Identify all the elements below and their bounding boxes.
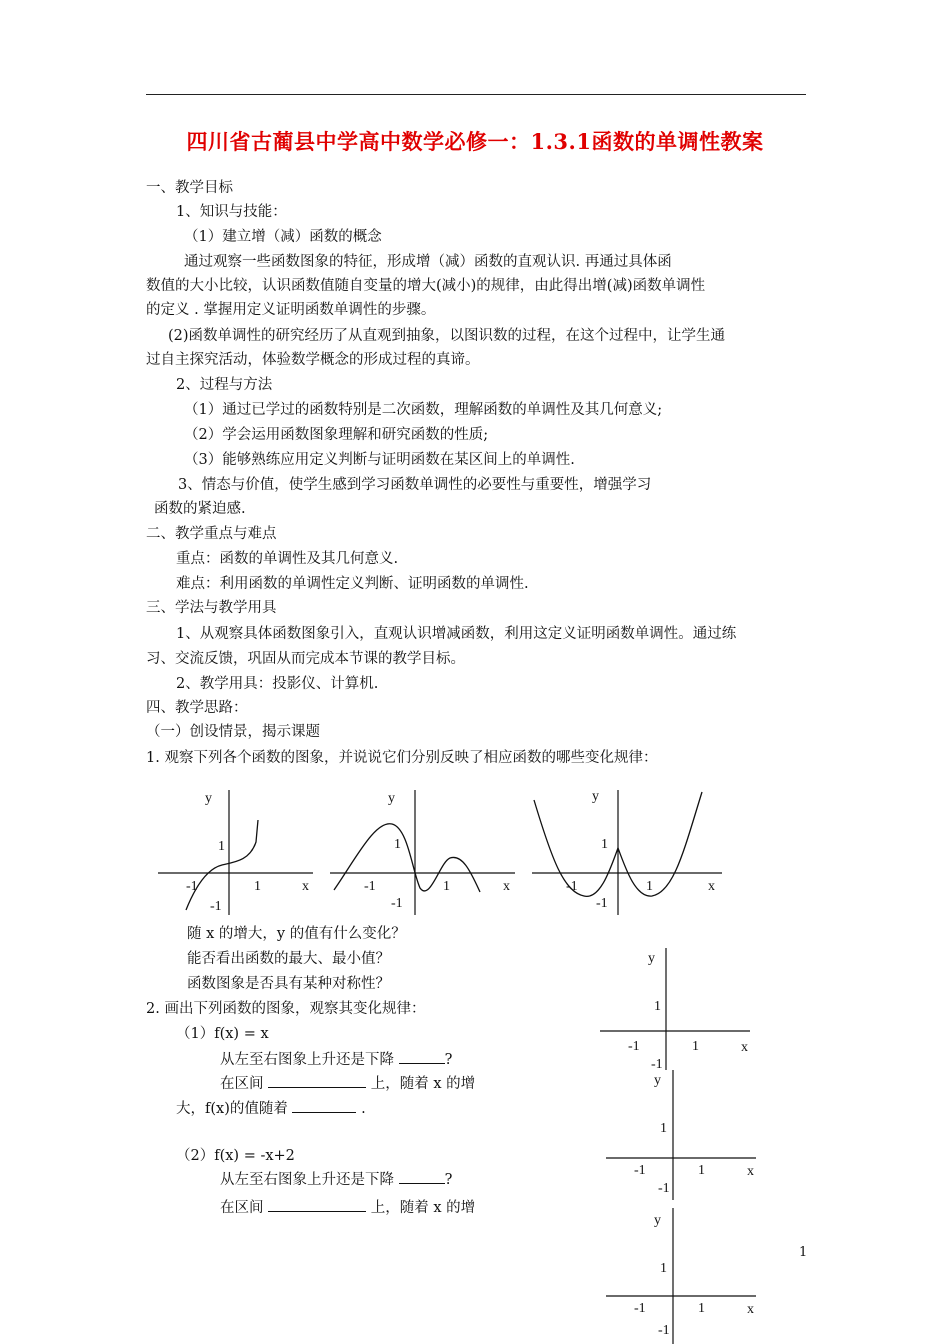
tick-neg-one: -1 [391,896,403,911]
paragraph-line: 3、情态与价值，使学生感到学习函数单调性的必要性与重要性，增强学习 [178,477,652,493]
paragraph-line: 难点：利用函数的单调性定义判断、证明函数的单调性. [176,576,529,592]
graph-wave [330,780,520,915]
tick-neg-one: -1 [658,1323,670,1338]
x-axis-label: x [503,879,510,894]
answer-blank[interactable] [268,1073,366,1088]
x-axis-label: x [741,1040,748,1055]
question-mark: ? [444,1052,453,1068]
tick-neg-one: -1 [634,1301,646,1316]
subsection-heading: 2、过程与方法 [176,377,273,393]
y-axis-label: y [654,1073,661,1088]
y-axis-label: y [648,951,655,966]
tick-one: 1 [698,1301,705,1316]
question-line: 能否看出函数的最大、最小值？ [187,951,390,967]
tick-one: 1 [660,1121,667,1136]
exercise-text: 在区间 [220,1200,264,1216]
tick-neg-one: -1 [566,879,578,894]
page-title: 四川省古蔺县中学高中数学必修一：1.3.1函数的单调性教案 [186,129,764,154]
exercise-text: 从左至右图象上升还是下降 [220,1172,394,1188]
paragraph-line: 过自主探究活动，体验数学概念的形成过程的真谛。 [146,352,480,368]
exercise-line [176,1098,366,1119]
subsection-heading: 1、知识与技能： [176,204,287,220]
paragraph-line: （2）学会运用函数图象理解和研究函数的性质; [184,427,489,443]
paragraph-line: 数值的大小比较，认识函数值随自变量的增大(减小)的规律，由此得出增(减)函数单调性 [146,278,706,294]
exercise-text: 上，随着 x 的增 [370,1076,476,1092]
x-axis-label: x [747,1164,754,1179]
empty-axes-3 [606,1208,766,1344]
paragraph-line: 重点：函数的单调性及其几何意义. [176,551,399,567]
exercise-text: 从左至右图象上升还是下降 [220,1052,394,1068]
tick-one: 1 [698,1163,705,1178]
paragraph-line: 2、教学用具：投影仪、计算机. [176,676,379,692]
paragraph-line: 的定义 . 掌握用定义证明函数单调性的步骤。 [146,302,436,318]
tick-neg-one: -1 [651,1057,663,1072]
paragraph-line: （3）能够熟练应用定义判断与证明函数在某区间上的单调性. [184,452,575,468]
section-heading: 一、教学目标 [146,180,233,196]
x-axis-label: x [747,1302,754,1317]
tick-neg-one: -1 [186,879,198,894]
tick-one: 1 [254,879,261,894]
paragraph-line: (2)函数单调性的研究经历了从直观到抽象，以图识数的过程，在这个过程中，让学生通 [168,328,726,344]
section-heading: 三、学法与教学用具 [146,600,277,616]
section-heading: 四、教学思路： [146,700,248,716]
paragraph-line: 1. 观察下列各个函数的图象，并说说它们分别反映了相应函数的哪些变化规律： [146,750,658,766]
y-axis-label: y [388,791,395,806]
y-axis-label: y [205,791,212,806]
tick-neg-one: -1 [210,899,222,914]
answer-blank[interactable] [399,1049,445,1064]
page-number: 1 [799,1245,808,1260]
answer-blank[interactable] [399,1169,445,1184]
paragraph-line: （一）创设情景，揭示课题 [146,724,320,740]
tick-one: 1 [660,1261,667,1276]
tick-one: 1 [218,839,225,854]
tick-neg-one: -1 [658,1181,670,1196]
exercise-text: 上，随着 x 的增 [370,1200,476,1216]
y-axis-label: y [592,789,599,804]
empty-axes-1 [600,948,760,1070]
question-mark: ? [444,1172,453,1188]
period: . [361,1101,366,1117]
paragraph-line: （1）通过已学过的函数特别是二次函数，理解函数的单调性及其几何意义; [184,402,663,418]
tick-one: 1 [601,837,608,852]
x-axis-label: x [708,879,715,894]
exercise-text: 大，f(x)的值随着 [176,1101,288,1117]
tick-neg-one: -1 [634,1163,646,1178]
paragraph-line: 函数的紧迫感. [154,501,246,517]
tick-neg-one: -1 [364,879,376,894]
paragraph-line: 2. 画出下列函数的图象，观察其变化规律： [146,1001,426,1017]
question-line: 随 x 的增大，y 的值有什么变化？ [187,926,406,942]
paragraph-line: 通过观察一些函数图象的特征，形成增（减）函数的直观认识. 再通过具体函 [184,254,672,270]
tick-one: 1 [646,879,653,894]
tick-one: 1 [394,837,401,852]
function-label: （1）f(x) = x [176,1026,269,1042]
paragraph-line: 1、从观察具体函数图象引入，直观认识增减函数，利用这定义证明函数单调性。通过练 [176,626,737,642]
x-axis-label: x [302,879,309,894]
answer-blank[interactable] [292,1098,356,1113]
paragraph-line: 习、交流反馈，巩固从而完成本节课的教学目标。 [146,651,465,667]
tick-one: 1 [654,999,661,1014]
answer-blank[interactable] [268,1197,366,1212]
function-label: （2）f(x) = -x+2 [176,1148,295,1164]
tick-neg-one: -1 [596,896,608,911]
section-heading: 二、教学重点与难点 [146,526,277,542]
exercise-line [220,1169,452,1190]
graph-w-shape [532,780,727,915]
y-axis-label: y [654,1213,661,1228]
graph-increasing [158,780,318,915]
exercise-line [220,1197,475,1218]
tick-one: 1 [443,879,450,894]
top-rule [146,94,806,95]
tick-one: 1 [692,1039,699,1054]
paragraph-line: （1）建立增（减）函数的概念 [184,229,382,245]
question-line: 函数图象是否具有某种对称性？ [187,976,390,992]
exercise-text: 在区间 [220,1076,264,1092]
empty-axes-2 [606,1070,766,1200]
exercise-line [220,1049,452,1070]
tick-neg-one: -1 [628,1039,640,1054]
exercise-line [220,1073,475,1094]
